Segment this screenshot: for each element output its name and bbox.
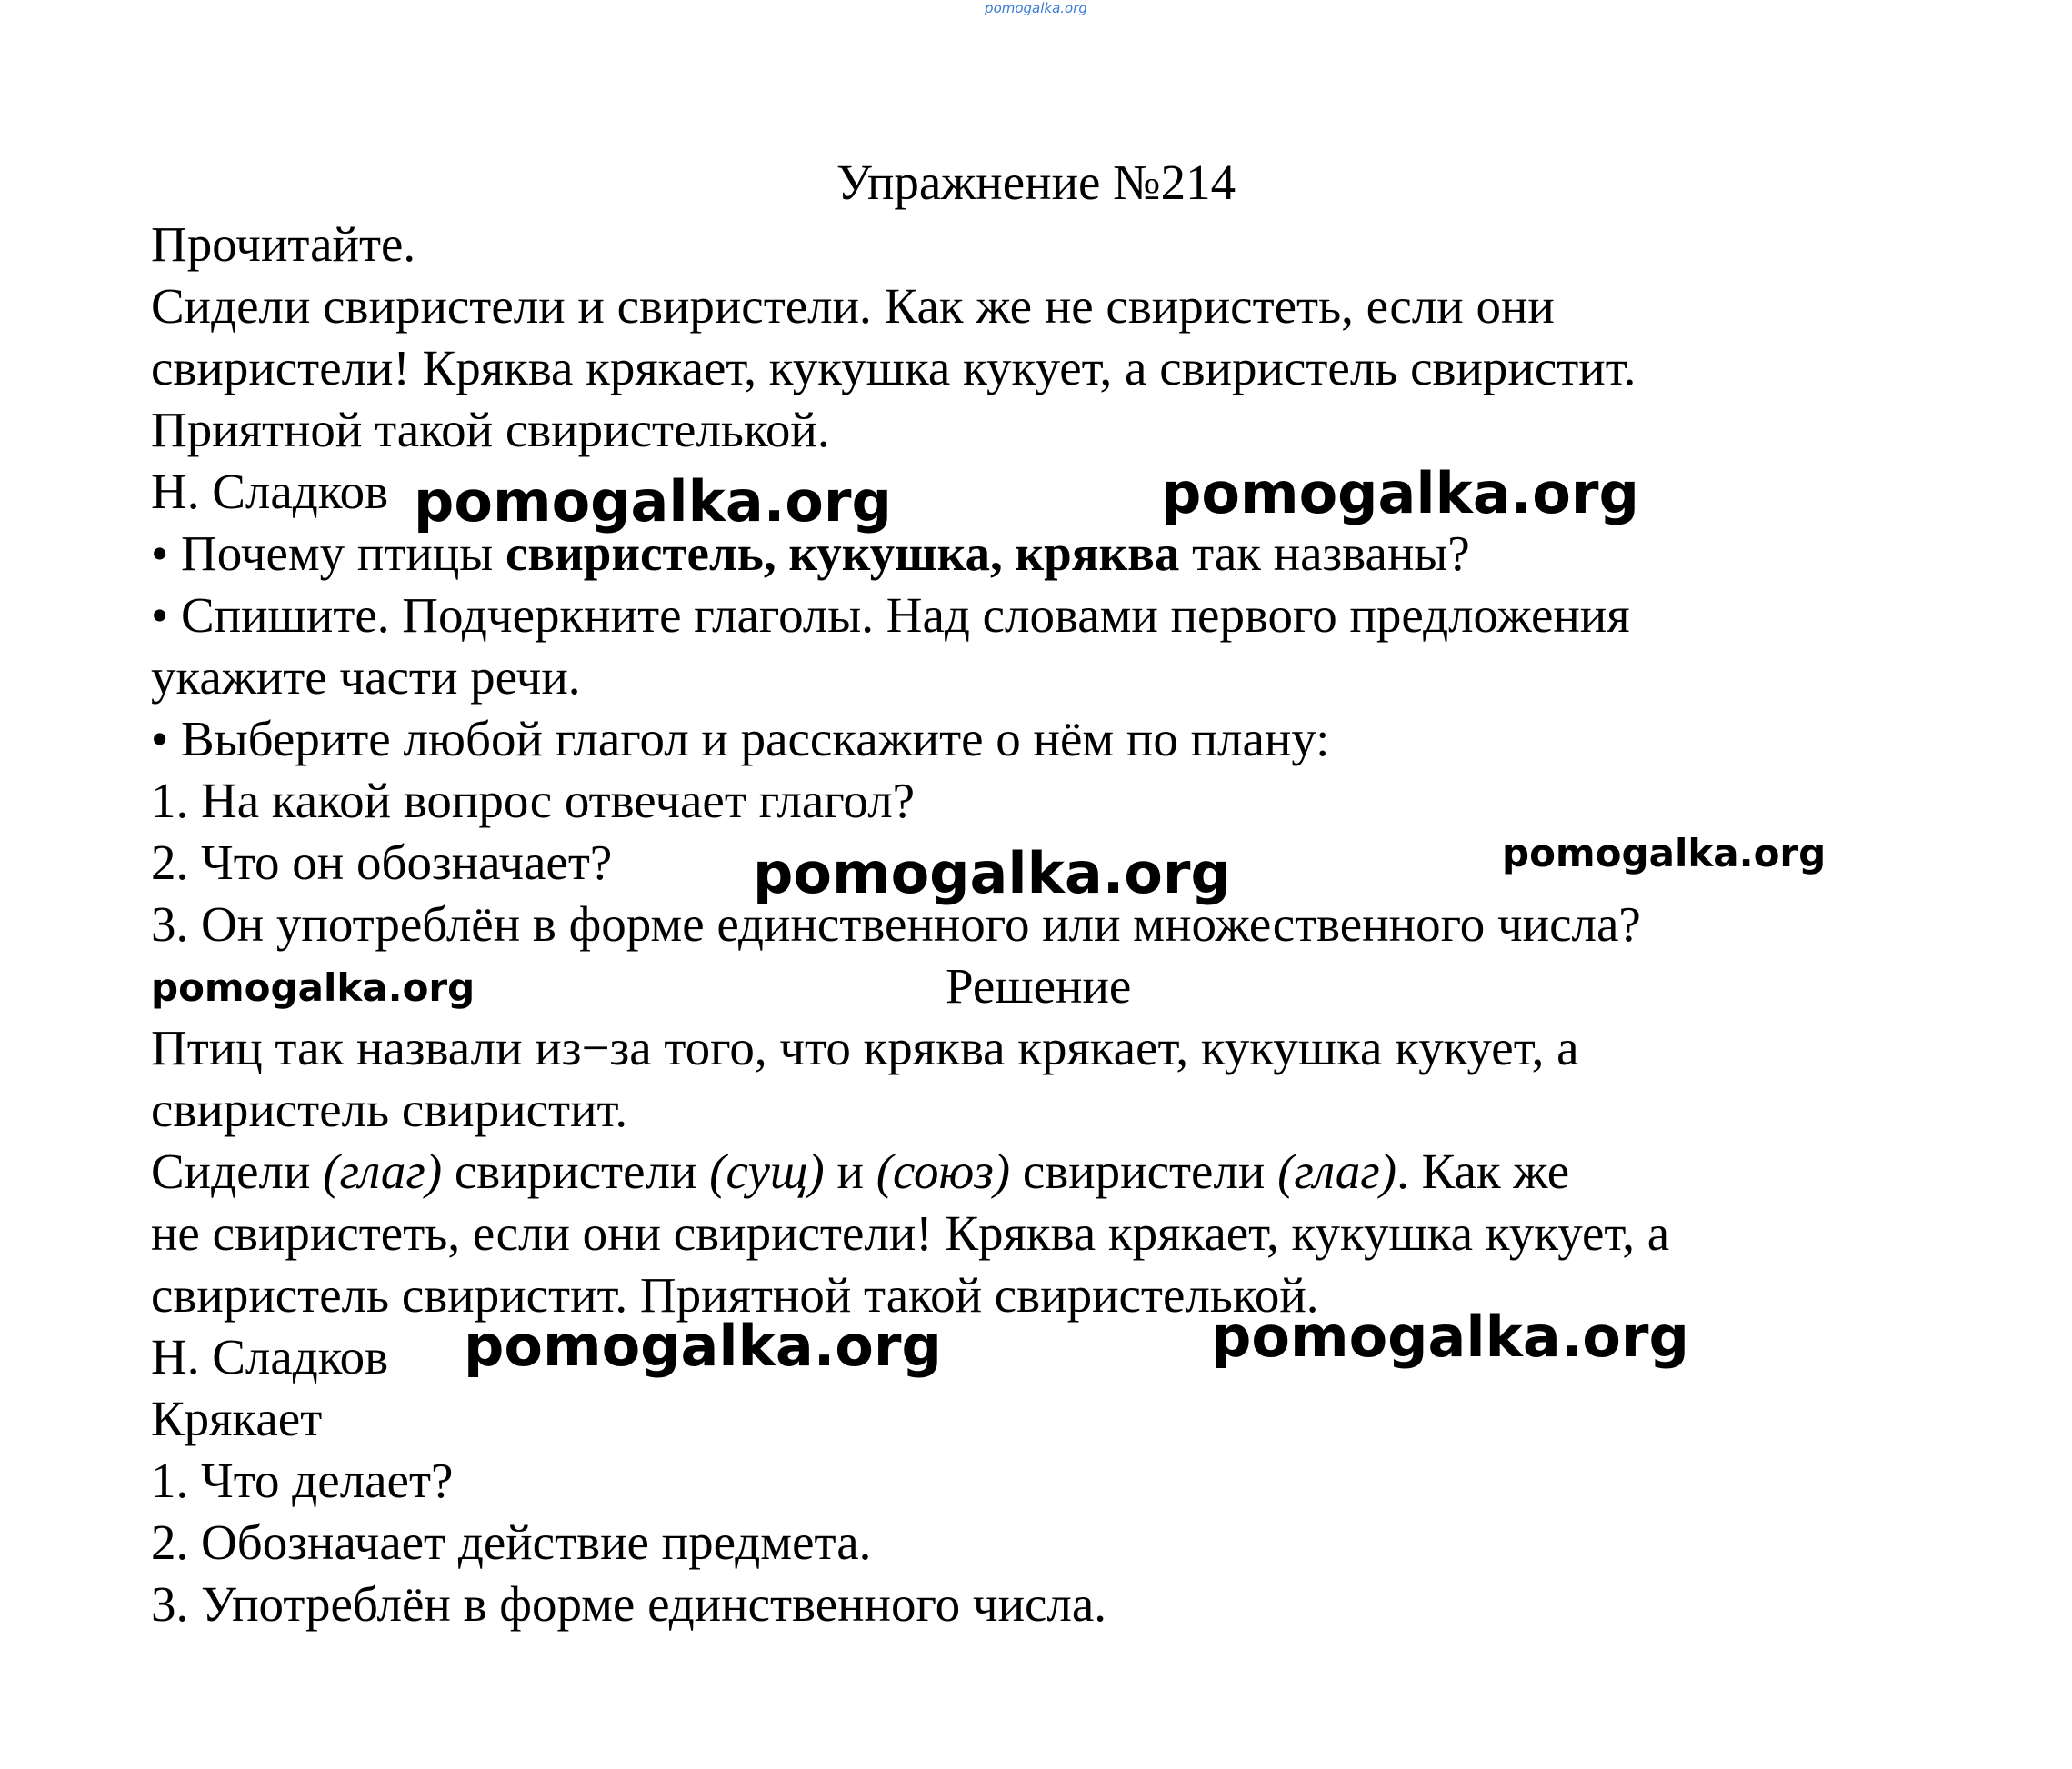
question-1-suffix: так названы? [1179,525,1470,581]
solution-text-line-3: свиристель свиристит. Приятной такой свиристелькой. [151,1267,1319,1323]
watermark-6: pomogalka.org [464,1313,942,1379]
question-2-line-1: • Спишите. Подчеркните глаголы. Над словами первого предложения [151,587,1630,643]
solution-verb: Крякает [151,1391,323,1446]
exercise-text-line-1: Сидели свиристели и свиристели. Как же не свиристеть, если они [151,278,1555,334]
exercise-author: Н. Сладков [151,464,389,519]
parsed-word-1: Сидели [151,1144,324,1199]
exercise-title: Упражнение №214 [836,155,1236,210]
watermark-2: pomogalka.org [1161,460,1639,526]
question-2-line-2: укажите части речи. [151,649,581,705]
watermark-5: pomogalka.org [151,965,475,1010]
parsed-tag-2: (сущ) [709,1144,825,1199]
parsed-tag-1: (глаг) [323,1144,443,1199]
watermark-1: pomogalka.org [414,468,892,535]
question-1-prefix: • Почему птицы [151,525,505,581]
exercise-text-line-3: Приятной такой свиристелькой. [151,402,830,457]
solution-answer-line-1: Птиц так назвали из−за того, что кряква крякает, кукушка кукует, а [151,1020,1579,1075]
parsed-word-4: свиристели [1010,1144,1278,1199]
parsed-word-2: свиристели [442,1144,710,1199]
solution-point-2: 2. Обозначает действие предмета. [151,1514,872,1570]
solution-answer-line-2: свиристель свиристит. [151,1082,628,1137]
parsed-tag-4: (глаг) [1277,1144,1397,1199]
watermark-7: pomogalka.org [1211,1304,1689,1370]
solution-author: Н. Сладков [151,1329,389,1384]
instruction-read: Прочитайте. [151,216,416,272]
solution-point-1: 1. Что делает? [151,1453,454,1508]
plan-item-2: 2. Что он обозначает? [151,835,613,890]
parsed-tag-3: (союз) [876,1144,1011,1199]
solution-parsed-line-1 [151,1142,1569,1202]
question-3: • Выберите любой глагол и расскажите о нём по плану: [151,711,1330,766]
parsed-word-3: и [824,1144,876,1199]
parsed-word-5: . Как же [1396,1144,1570,1199]
watermark-4: pomogalka.org [1502,831,1827,875]
question-1-bold-words: свиристель, кукушка, кряква [505,525,1180,581]
top-watermark-link[interactable]: pomogalka.org [985,0,1087,16]
solution-point-3: 3. Употреблён в форме единственного числа. [151,1576,1107,1632]
solution-text-line-2: не свиристеть, если они свиристели! Кряква крякает, кукушка кукует, а [151,1205,1670,1261]
exercise-text-line-2: свиристели! Кряква крякает, кукушка кукует, а свиристель свиристит. [151,340,1637,395]
plan-item-3: 3. Он употреблён в форме единственного или множественного числа? [151,896,1641,952]
plan-item-1: 1. На какой вопрос отвечает глагол? [151,773,916,828]
watermark-3: pomogalka.org [753,840,1231,906]
solution-heading: Решение [946,958,1132,1014]
